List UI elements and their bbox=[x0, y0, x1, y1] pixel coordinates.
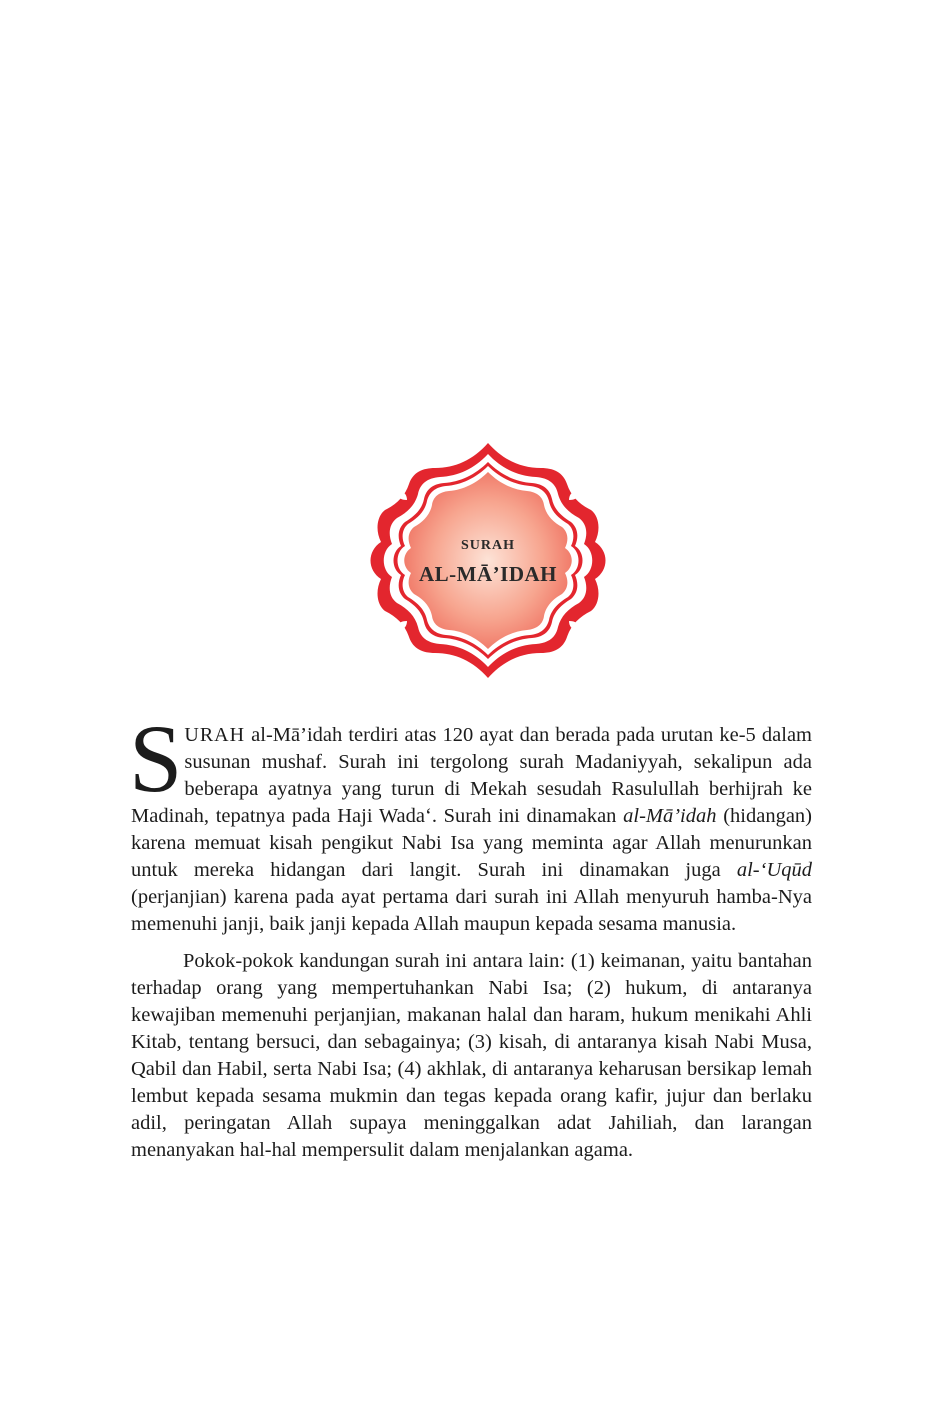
surah-title: AL-MĀ’IDAH bbox=[419, 562, 557, 586]
content-summary-paragraph: Pokok-pokok kandungan surah ini antara lain: (1) keimanan, yaitu bantahan terhadap orang yang mempertuhankan Nabi Isa; (2) hukum, di antaranya kewajiban memenuhi perjanjian, makanan halal dan haram, hukum menikahi Ahli Kitab, tentang bersuci, dan sebagainya; (3) kisah, di antaranya kisah Nabi Musa, Qabil dan Habil, serta Nabi Isa; (4) akhlak, di antaranya keharusan bersikap lemah lembut kepada sesama mukmin dan tegas kepada orang kafir, jujur dan berlaku adil, peringatan Allah supaya meninggalkan adat Jahiliah, dan larangan menanyakan hal-hal mempersulit dalam menjalankan agama. bbox=[131, 950, 812, 1161]
intro-text-1: al-Mā’idah terdiri atas 120 ayat dan berada pada urutan ke-5 dalam susunan mushaf. Surah ini tergolong surah Madaniyyah, sekalipun ada beberapa ayatnya yang turun di Mekah sesudah Rasulullah berhijrah ke Madinah, tepatnya pada Haji Wada‘. Surah ini dinamakan bbox=[131, 724, 812, 827]
italic-term-aluqud: al-‘Uqūd bbox=[736, 859, 812, 881]
surah-title-emblem bbox=[363, 438, 613, 683]
intro-text-2: (hidangan) karena memuat kisah pengikut Nabi Isa yang meminta agar Allah menurunkan untuk mereka hidangan dari langit. Surah ini dinamakan juga bbox=[131, 805, 812, 881]
lead-word: URAH bbox=[184, 724, 246, 746]
italic-term-almaidah: al-Mā’idah bbox=[623, 805, 717, 827]
drop-cap: S bbox=[129, 705, 183, 812]
surah-introduction bbox=[129, 705, 812, 1164]
intro-paragraph bbox=[129, 705, 812, 938]
intro-text-3: (perjanjian) karena pada ayat pertama dari surah ini Allah menyuruh hamba-Nya memenuhi janji, baik janji kepada Allah maupun kepada sesama manusia. bbox=[131, 886, 812, 935]
emblem-label: SURAH bbox=[460, 538, 515, 553]
